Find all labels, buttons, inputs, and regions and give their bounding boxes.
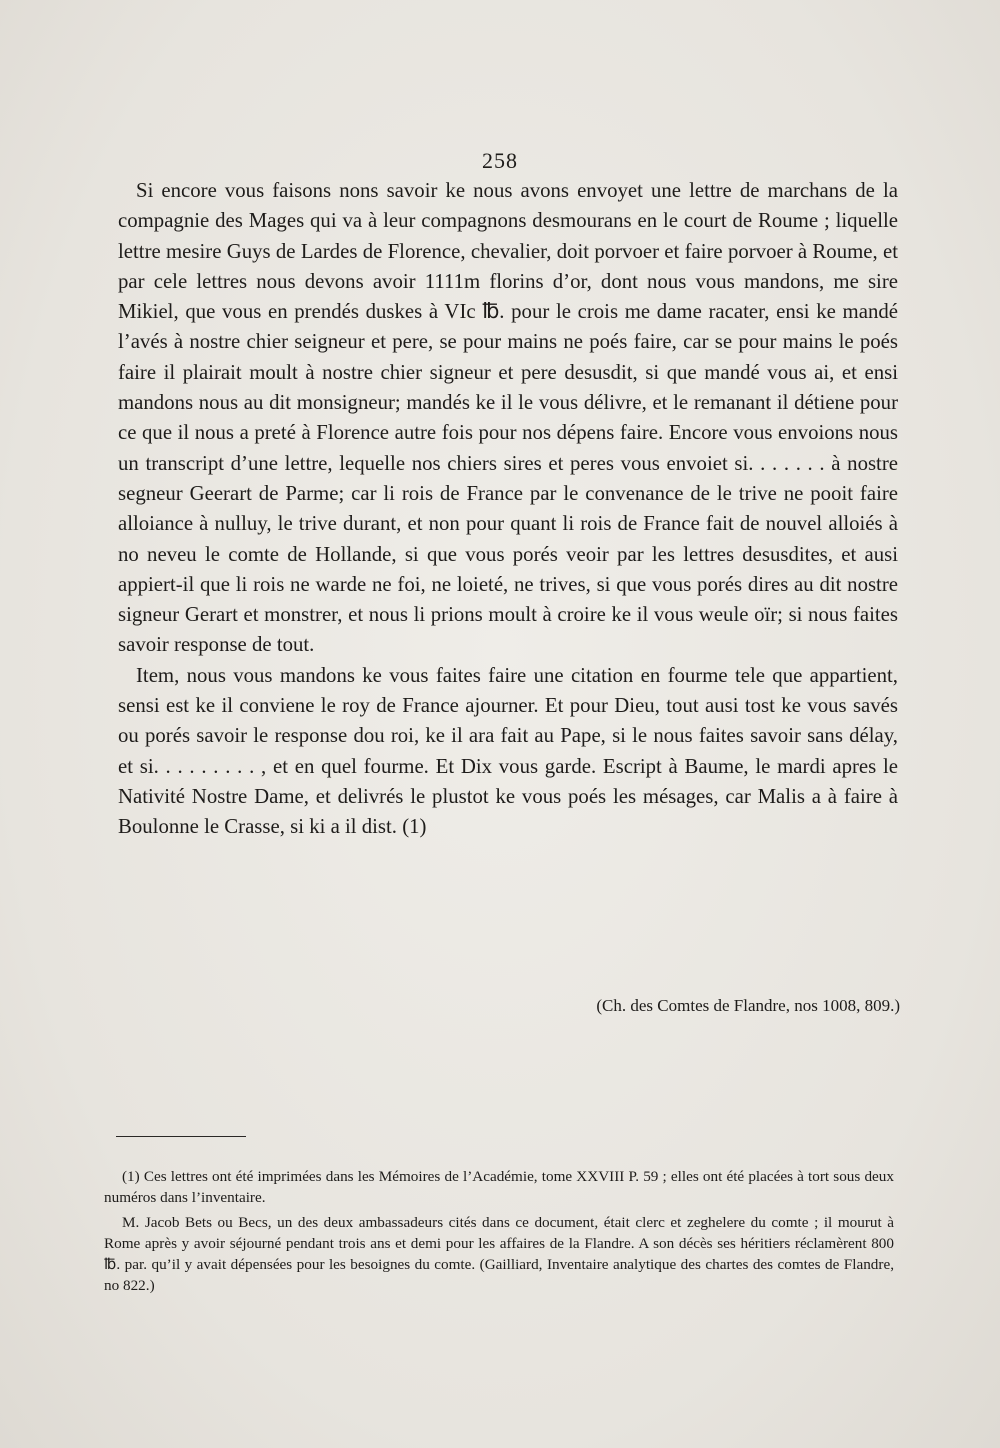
footnote-divider [116, 1136, 246, 1137]
footnotes [104, 1166, 894, 1300]
paragraph-1: Si encore vous faisons nons savoir ke nous avons envoyet une lettre de marchans de la compagnie des Mages qui va à leur compagnons desmourans en le court de Roume ; liquelle lettre mesire Guys de Lardes de Florence, chevalier, doit porvoer et faire porvoer à Roume, et par cele lettres nous devons avoir 1111m florins d’or, dont nous vous mandons, me sire Mikiel, que vous en prendés duskes à VIc ℔. pour le crois me dame racater, ensi ke mandé l’avés à nostre chier seigneur et pere, se pour mains ne poés faire, car se pour mains le poés faire il plairait moult à nostre chier signeur et pere desusdit, si que mandé vous ai, et ensi mandons nous au dit monsigneur; mandés ke il le vous délivre, et le remanant il détiene pour ce que il nous a preté à Florence autre fois pour nos dépens faire. Encore vous envoions nous un transcript d’une lettre, lequelle nos chiers sires et peres vous envoiet si. . . . . . . à nostre segneur Geerart de Parme; car li rois de France par le convenance de le trive ne pooit faire alloiance à nulluy, le trive durant, et non pour quant li rois de France fait de nouvel alloiés à no neveu le comte de Hollande, si que vous porés veoir par les lettres desusdites, et ausi appiert-il que li rois ne warde ne foi, ne loieté, ne trives, si que vous porés dires au dit nostre signeur Gerart et monstrer, et nous li prions moult à croire ke il vous weule oïr; si nous faites savoir response de tout. [118, 179, 898, 657]
footnote-2: M. Jacob Bets ou Becs, un des deux ambassadeurs cités dans ce document, était clerc et zeghelere du comte ; il mourut à Rome après y avoir séjourné pendant trois ans et demi pour les affaires de la Flandre. A son décès ses héritiers réclamèrent 800 ℔. par. qu’il y avait dépensées pour les besoignes du comte. (Gailliard, Inventaire analytique des chartes des comtes de Flandre, no 822.) [104, 1214, 894, 1294]
paragraph-2: Item, nous vous mandons ke vous faites faire une citation en fourme tele que appartient, sensi est ke il conviene le roy de France ajourner. Et pour Dieu, tout ausi tost ke vous savés ou porés savoir le response dou roi, ke il ara fait au Pape, si le nous faites savoir sans délay, et si. . . . . . . . . , et en quel fourme. Et Dix vous garde. Escript à Baume, le mardi apres le Nativité Nostre Dame, et delivrés le plustot ke vous poés les mésages, car Malis a à faire à Boulonne le Crasse, si ki a il dist. (1) [118, 663, 898, 839]
page-number: 258 [482, 148, 518, 173]
footnote-1: (1) Ces lettres ont été imprimées dans les Mémoires de l’Académie, tome XXVIII P. 59 ; elles ont été placées à tort sous deux numéros dans l’inventaire. [104, 1168, 894, 1206]
source-citation: (Ch. des Comtes de Flandre, nos 1008, 809.) [596, 996, 900, 1015]
letter-body [118, 176, 898, 843]
